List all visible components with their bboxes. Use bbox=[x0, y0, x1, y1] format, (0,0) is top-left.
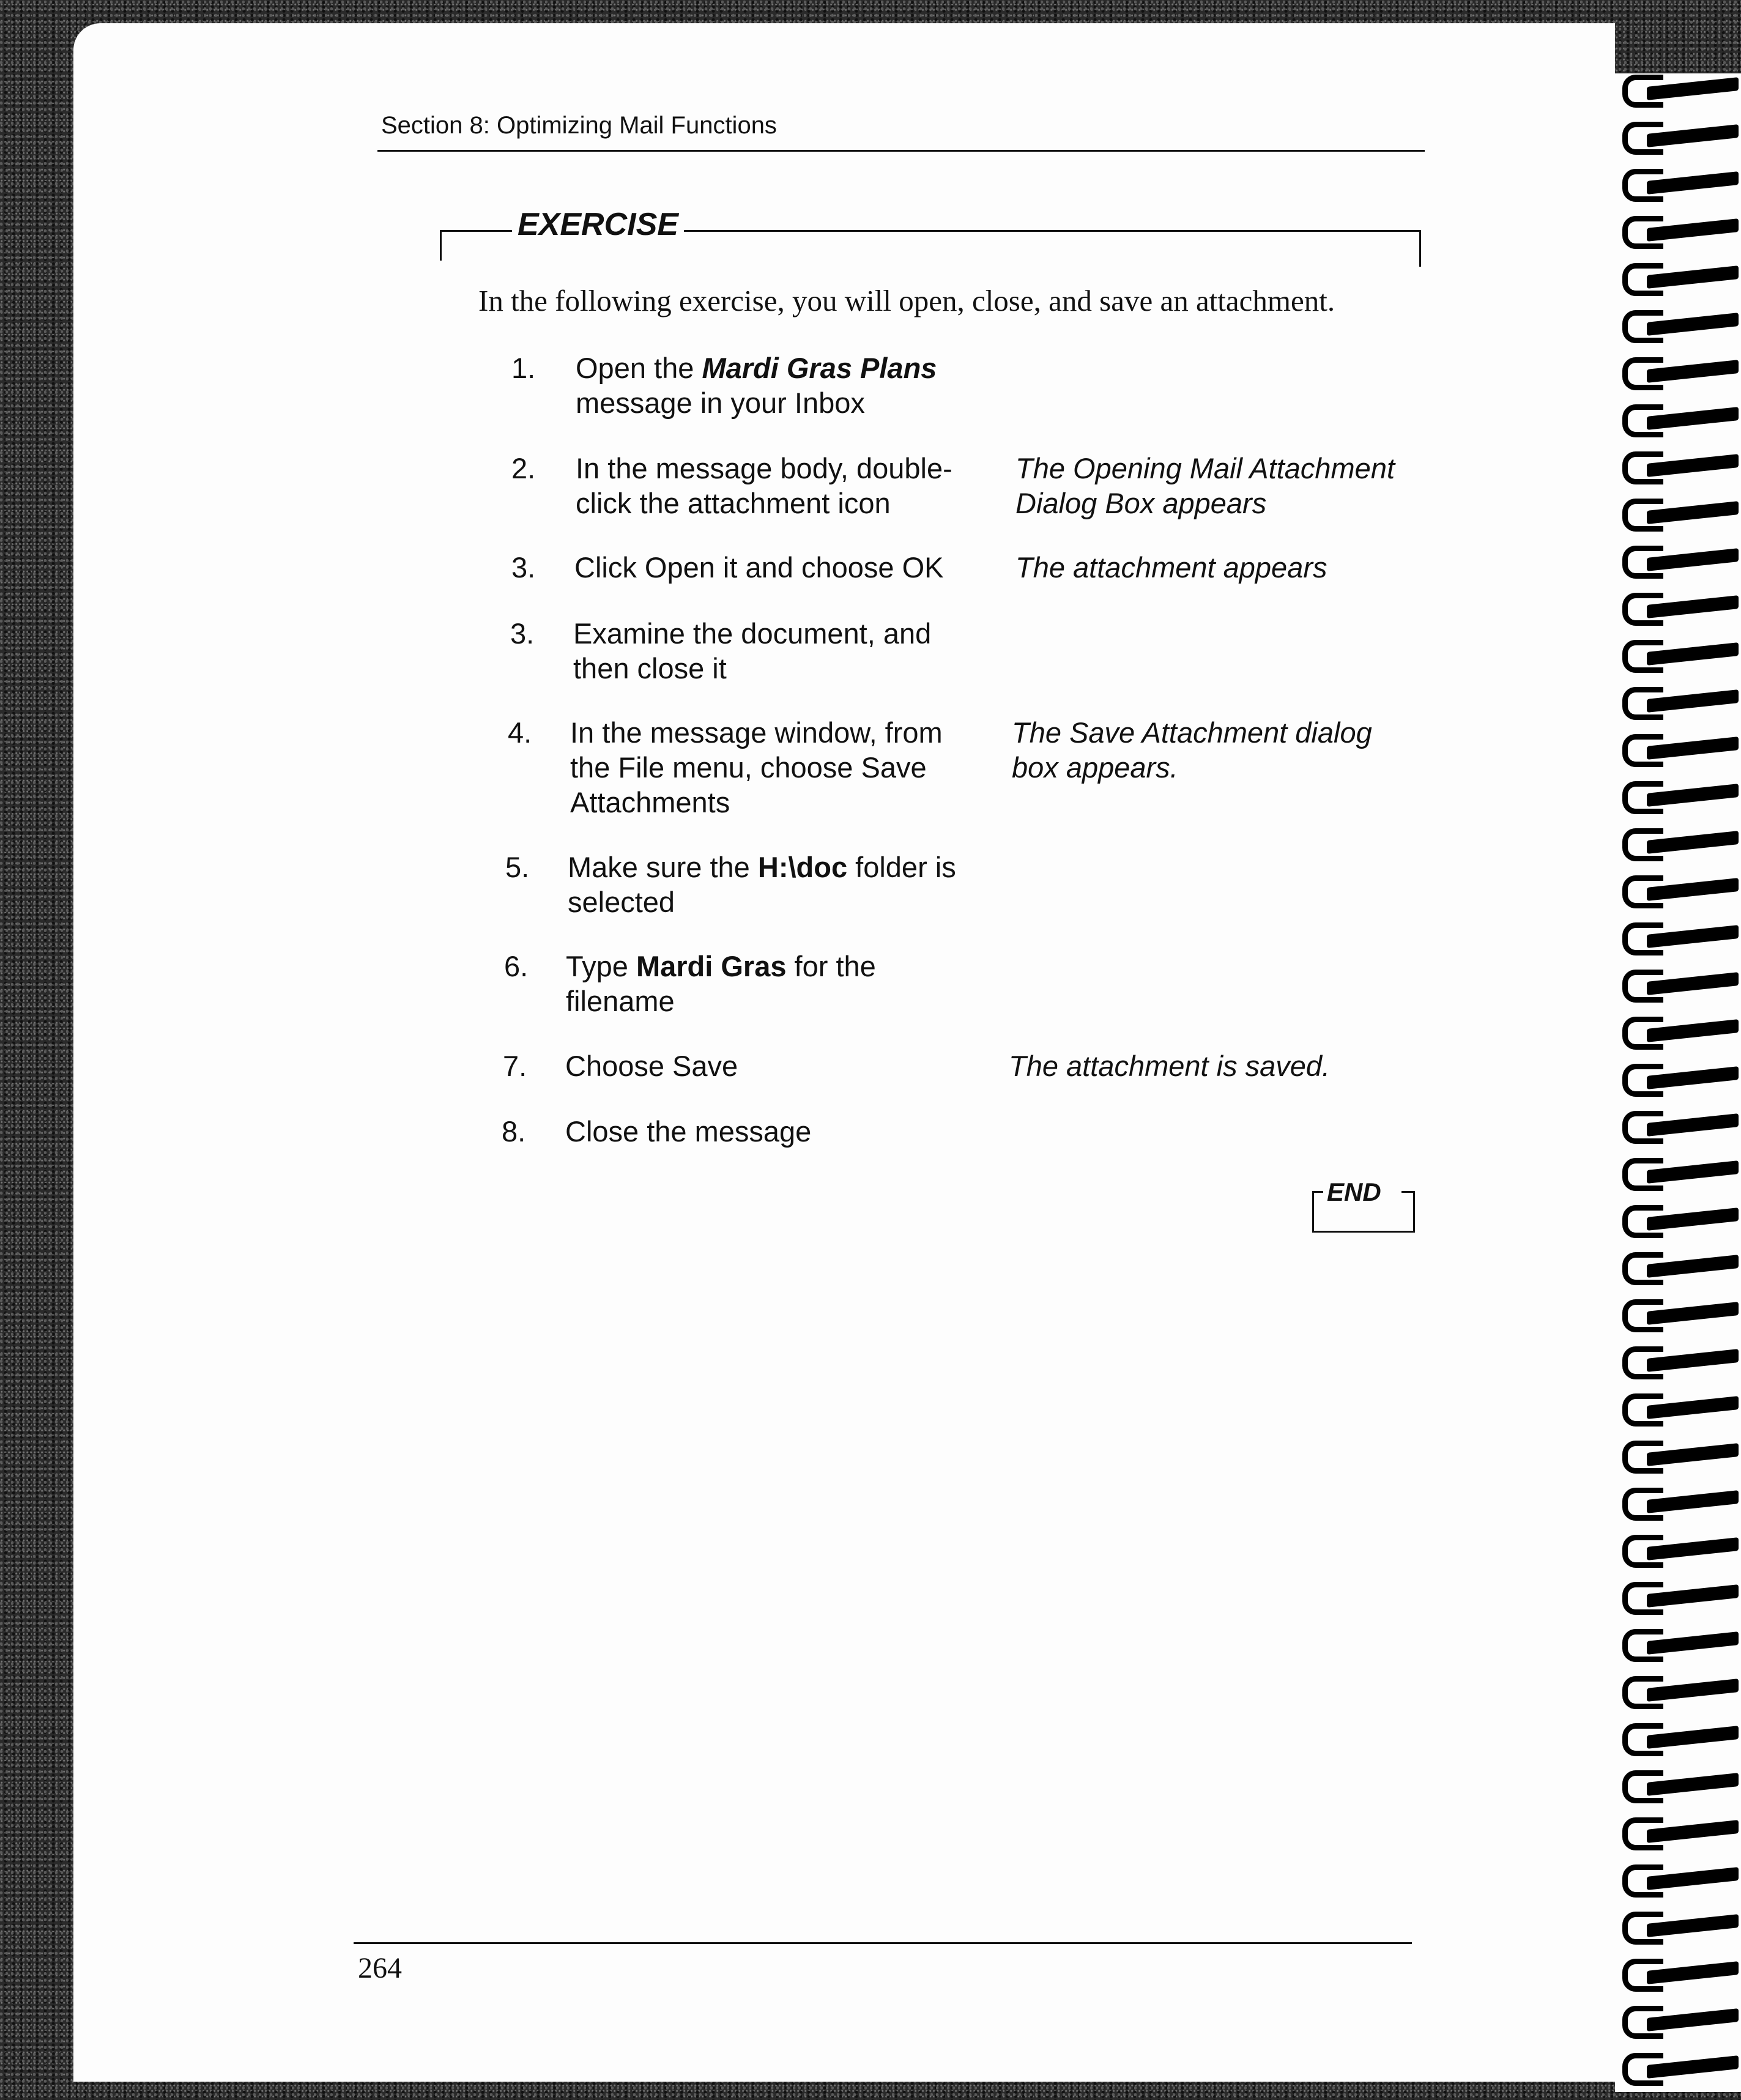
result-text: The attachment is saved. bbox=[1009, 1050, 1331, 1082]
binding-ring bbox=[1622, 2005, 1739, 2031]
step-text: the File menu, choose Save bbox=[570, 751, 927, 784]
exercise-intro: In the following exercise, you will open, close, and save an attachment. bbox=[478, 284, 1335, 317]
step-number: 3. bbox=[510, 617, 535, 650]
step-instruction bbox=[576, 451, 952, 521]
step-text: click the attachment icon bbox=[576, 487, 891, 519]
step-text: Attachments bbox=[570, 786, 730, 818]
binding-ring bbox=[1622, 356, 1739, 383]
step-text: folder is bbox=[847, 851, 956, 883]
step-text: Choose Save bbox=[565, 1050, 738, 1082]
binding-ring bbox=[1622, 168, 1739, 195]
binding-ring bbox=[1622, 1439, 1739, 1466]
step-text: Open the bbox=[576, 352, 702, 384]
step-bold: Mardi Gras bbox=[636, 950, 787, 982]
binding-ring bbox=[1622, 1157, 1739, 1184]
binding-ring bbox=[1622, 1110, 1739, 1137]
step-number: 6. bbox=[504, 950, 529, 982]
binding-ring bbox=[1622, 1628, 1739, 1655]
binding-ring bbox=[1622, 827, 1739, 854]
binding-ring bbox=[1622, 592, 1739, 618]
binding-ring bbox=[1622, 450, 1739, 477]
step-instruction bbox=[565, 1114, 811, 1149]
binding-ring bbox=[1622, 874, 1739, 901]
step-instruction bbox=[573, 616, 931, 686]
step-text: then close it bbox=[573, 652, 727, 685]
exercise-frame-left bbox=[440, 230, 442, 261]
spiral-binding bbox=[1615, 73, 1741, 2092]
end-label: END bbox=[1327, 1178, 1381, 1206]
step-result bbox=[1012, 715, 1372, 785]
exercise-frame-right bbox=[1419, 230, 1421, 267]
step-instruction bbox=[574, 550, 943, 585]
binding-ring bbox=[1622, 780, 1739, 807]
step-text: Examine the document, and bbox=[573, 617, 932, 650]
binding-ring bbox=[1622, 1722, 1739, 1749]
binding-ring bbox=[1622, 403, 1739, 430]
binding-ring bbox=[1622, 639, 1739, 666]
step-number: 5. bbox=[505, 851, 530, 883]
binding-ring bbox=[1622, 1486, 1739, 1513]
binding-ring bbox=[1622, 1392, 1739, 1419]
binding-ring bbox=[1622, 1910, 1739, 1937]
exercise-title: EXERCISE bbox=[518, 207, 678, 242]
result-text: The attachment appears bbox=[1015, 551, 1327, 584]
step-number: 8. bbox=[502, 1115, 526, 1148]
binding-ring bbox=[1622, 215, 1739, 242]
binding-ring bbox=[1622, 1204, 1739, 1231]
exercise-frame-top-left bbox=[440, 230, 512, 232]
binding-ring bbox=[1622, 121, 1739, 147]
step-result bbox=[1009, 1048, 1330, 1083]
binding-ring bbox=[1622, 733, 1739, 760]
result-text: box appears. bbox=[1012, 751, 1178, 784]
result-text: Dialog Box appears bbox=[1015, 487, 1267, 519]
step-text: Make sure the bbox=[568, 851, 758, 883]
step-text: In the message window, from bbox=[570, 716, 943, 749]
step-number: 3. bbox=[511, 551, 536, 584]
step-number: 7. bbox=[503, 1050, 527, 1082]
document-page bbox=[73, 23, 1615, 2082]
step-text: filename bbox=[566, 985, 675, 1017]
binding-ring bbox=[1622, 497, 1739, 524]
binding-ring bbox=[1622, 921, 1739, 948]
result-text: The Save Attachment dialog bbox=[1012, 716, 1372, 749]
footer-rule bbox=[354, 1942, 1412, 1944]
binding-ring bbox=[1622, 2052, 1739, 2079]
step-text: In the message body, double- bbox=[576, 452, 952, 484]
binding-ring bbox=[1622, 686, 1739, 713]
binding-ring bbox=[1622, 968, 1739, 995]
binding-ring bbox=[1622, 309, 1739, 336]
step-text: message in your Inbox bbox=[576, 387, 865, 419]
step-instruction bbox=[576, 351, 937, 420]
page-number: 264 bbox=[358, 1952, 402, 1984]
step-text: Close the message bbox=[565, 1115, 812, 1148]
step-text: selected bbox=[568, 886, 675, 918]
binding-ring bbox=[1622, 1769, 1739, 1796]
step-emphasis: Mardi Gras Plans bbox=[702, 352, 937, 384]
exercise-frame-top-right bbox=[684, 230, 1421, 232]
step-instruction bbox=[566, 949, 876, 1018]
binding-ring bbox=[1622, 1251, 1739, 1278]
header-rule bbox=[377, 150, 1425, 152]
binding-ring bbox=[1622, 1298, 1739, 1325]
step-text: Type bbox=[566, 950, 636, 982]
binding-ring bbox=[1622, 73, 1739, 100]
binding-ring bbox=[1622, 1957, 1739, 1984]
step-number: 2. bbox=[511, 452, 536, 484]
binding-ring bbox=[1622, 1063, 1739, 1089]
step-instruction bbox=[565, 1048, 738, 1083]
result-text: The Opening Mail Attachment bbox=[1015, 452, 1395, 484]
step-result bbox=[1015, 550, 1327, 585]
binding-ring bbox=[1622, 1015, 1739, 1042]
section-header: Section 8: Optimizing Mail Functions bbox=[381, 112, 777, 139]
binding-ring bbox=[1622, 1345, 1739, 1372]
step-bold: H:\doc bbox=[757, 851, 848, 883]
binding-ring bbox=[1622, 1863, 1739, 1890]
binding-ring bbox=[1622, 544, 1739, 571]
step-instruction bbox=[568, 850, 956, 919]
step-result bbox=[1015, 451, 1395, 521]
end-marker bbox=[1312, 1178, 1415, 1233]
step-text: for the bbox=[786, 950, 876, 982]
binding-ring bbox=[1622, 1816, 1739, 1843]
binding-ring bbox=[1622, 1581, 1739, 1608]
step-text: Click Open it and choose OK bbox=[574, 551, 944, 584]
step-number: 4. bbox=[508, 716, 532, 749]
binding-ring bbox=[1622, 1534, 1739, 1560]
step-instruction bbox=[570, 715, 943, 820]
binding-ring bbox=[1622, 1675, 1739, 1702]
step-number: 1. bbox=[511, 352, 536, 384]
binding-ring bbox=[1622, 262, 1739, 289]
